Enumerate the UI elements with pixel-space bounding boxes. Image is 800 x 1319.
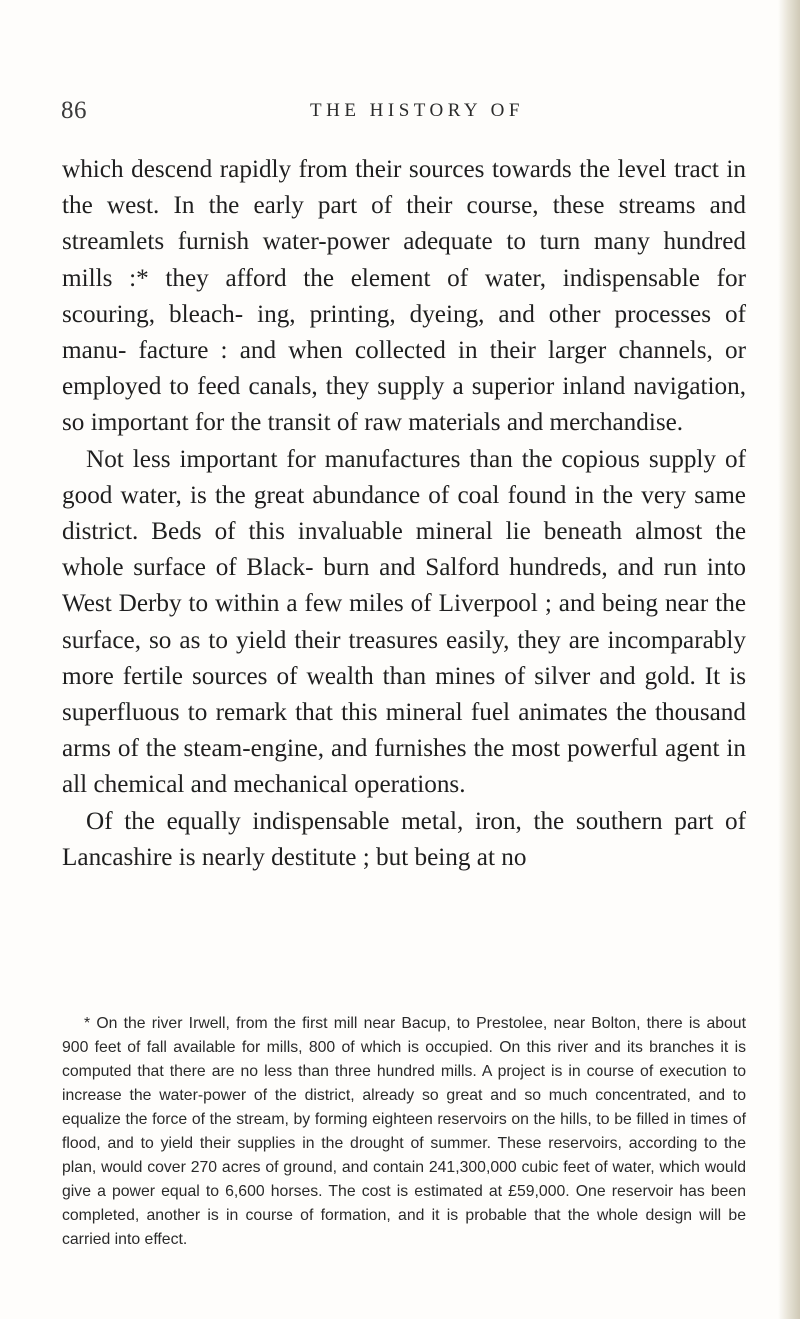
paragraph: Of the equally indispensable metal, iron, the southern part of Lancashire is nearly destitute ; but being at no xyxy=(62,807,746,871)
page-number: 86 xyxy=(61,97,87,124)
running-head: THE HISTORY OF xyxy=(310,100,524,121)
paragraph: Not less important for manufactures than the copious supply of good water, is the great abundance of coal found in the very same district. Beds of this invaluable mineral lie beneath almost the whole surface of Black- burn and Salford hundreds, and run into West Derby to within a few miles of Liverpool ; and being near the surface, so as to yield their treasures easily, they are incomparably more fertile sources of wealth than mines of silver and gold. It is superfluous to remark that this mineral fuel animates the thousand arms of the steam-engine, and furnishes the most powerful agent in all chemical and mechanical operations. xyxy=(62,445,746,799)
footnote xyxy=(62,1012,746,1252)
footnote-text: * On the river Irwell, from the first mill near Bacup, to Prestolee, near Bolton, there is about 900 feet of fall available for mills, 800 of which is occupied. On this river and its branches it is computed that there are no less than three hundred mills. A project is in course of execution to increase the water-power of the district, already so great and so much concentrated, and to equalize the force of the stream, by forming eighteen reservoirs on the hills, to be filled in times of flood, and to yield their supplies in the drought of summer. These reservoirs, according to the plan, would cover 270 acres of ground, and contain 241,300,000 cubic feet of water, which would give a power equal to 6,600 horses. The cost is estimated at £59,000. One reservoir has been completed, another is in course of formation, and it is probable that the whole design will be carried into effect. xyxy=(62,1015,746,1248)
main-text xyxy=(62,152,746,876)
page-edge-shadow xyxy=(778,0,800,1319)
paragraph: which descend rapidly from their sources towards the level tract in the west. In the early part of their course, these streams and streamlets furnish water-power adequate to turn many hundred mills :* they afford the element of water, indispensable for scouring, bleach- ing, printing, dyeing, and other processes of manu- facture : and when collected in their larger channels, or employed to feed canals, they supply a superior inland navigation, so important for the transit of raw materials and merchandise. xyxy=(62,156,746,437)
page-header xyxy=(0,95,800,135)
